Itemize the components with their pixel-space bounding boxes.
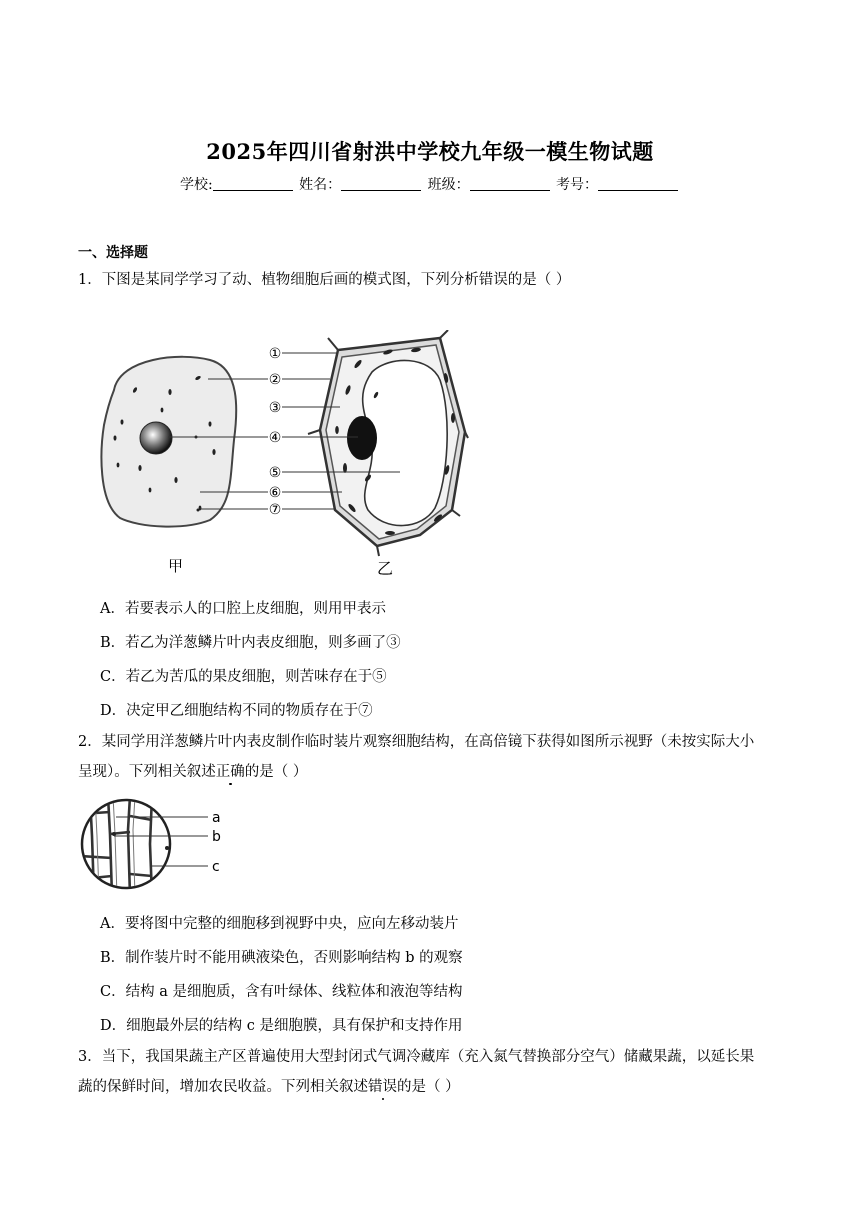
label-b: b xyxy=(212,829,221,845)
q1-option-a[interactable]: A．若要表示人的口腔上皮细胞，则用甲表示 xyxy=(100,601,386,617)
microscope-view xyxy=(80,796,230,896)
label-6: ⑥ xyxy=(268,485,282,501)
class-blank[interactable] xyxy=(470,176,550,191)
q1-option-c[interactable]: C．若乙为苦瓜的果皮细胞，则苦味存在于⑤ xyxy=(100,669,387,685)
q2-stem-pre: 呈现）。下列相关叙述 xyxy=(78,764,216,780)
q2-stem-line-1: 2．某同学用洋葱鳞片叶内表皮制作临时装片观察细胞结构，在高倍镜下获得如图所示视野（未按实际大小 xyxy=(78,734,755,750)
q3-emphasis: 错误 xyxy=(368,1079,397,1095)
label-7: ⑦ xyxy=(268,502,282,518)
q3-stem-line-1: 3．当下，我国果蔬主产区普遍使用大型封闭式气调冷藏库（充入氮气替换部分空气）储藏果蔬，以延长果 xyxy=(78,1049,755,1065)
page-title: 2025年四川省射洪中学校九年级一模生物试题 xyxy=(206,139,654,164)
plant-cell-nucleus xyxy=(347,416,377,460)
q2-emphasis: 正确 xyxy=(215,764,245,780)
q3-stem-post: 的是（ ） xyxy=(397,1079,460,1095)
q1-stem: 1．下图是某同学学习了动、植物细胞后画的模式图，下列分析错误的是（ ） xyxy=(78,272,571,288)
name-blank[interactable] xyxy=(341,176,421,191)
name-label: 姓名： xyxy=(299,177,342,193)
number-label: 考号： xyxy=(556,177,599,193)
label-5: ⑤ xyxy=(268,465,282,481)
section-heading: 一、选择题 xyxy=(78,245,148,261)
q2-option-b[interactable]: B．制作装片时不能用碘液染色，否则影响结构 b 的观察 xyxy=(100,950,463,966)
class-label: 班级： xyxy=(427,177,470,193)
number-blank[interactable] xyxy=(598,176,678,191)
nucleus-2 xyxy=(165,846,169,850)
q3-stem-pre: 蔬的保鲜时间，增加农民收益。下列相关叙述 xyxy=(78,1079,368,1095)
label-4: ④ xyxy=(268,430,282,446)
label-3: ③ xyxy=(268,400,282,416)
q1-option-d[interactable]: D．决定甲乙细胞结构不同的物质存在于⑦ xyxy=(100,703,373,719)
q2-stem-line-2 xyxy=(78,757,790,787)
q1-option-b[interactable]: B．若乙为洋葱鳞片叶内表皮细胞，则多画了③ xyxy=(100,635,401,651)
nucleus-b xyxy=(112,832,116,836)
student-info-line xyxy=(0,174,860,194)
cell-diagram xyxy=(90,330,480,580)
q2-option-a[interactable]: A．要将图中完整的细胞移到视野中央，应向左移动装片 xyxy=(100,916,459,932)
label-1: ① xyxy=(268,346,282,362)
school-blank[interactable] xyxy=(213,176,293,191)
caption-yi: 乙 xyxy=(377,559,394,578)
caption-jia: 甲 xyxy=(168,557,184,575)
label-a: a xyxy=(212,810,221,826)
q2-option-c[interactable]: C．结构 a 是细胞质，含有叶绿体、线粒体和液泡等结构 xyxy=(100,984,463,1000)
label-c: c xyxy=(212,859,220,875)
field-of-view xyxy=(82,800,170,888)
school-label: 学校: xyxy=(179,177,213,193)
label-2: ② xyxy=(268,372,282,388)
animal-cell-nucleus xyxy=(140,422,172,454)
q3-stem-line-2 xyxy=(78,1072,790,1102)
q2-stem-post: 的是（ ） xyxy=(244,764,308,780)
q2-option-d[interactable]: D．细胞最外层的结构 c 是细胞膜，具有保护和支持作用 xyxy=(100,1018,463,1034)
